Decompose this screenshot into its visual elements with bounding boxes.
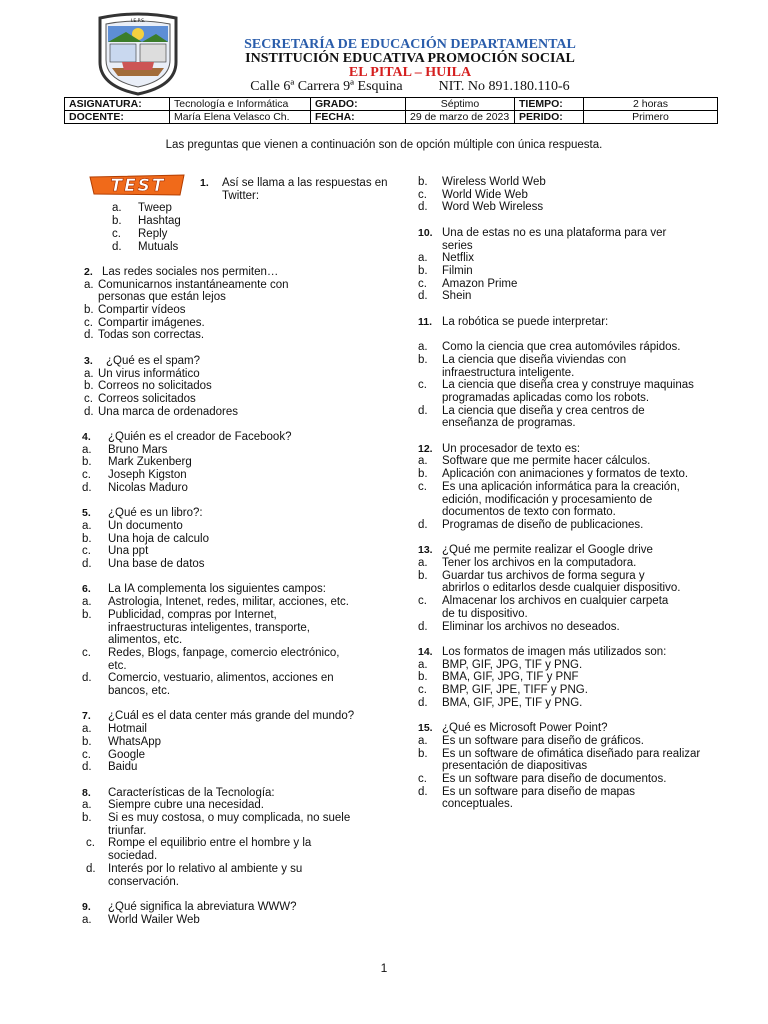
option-letter: b. <box>82 608 92 621</box>
option-letter: c. <box>418 772 427 785</box>
option-text: BMA, GIF, JPG, TIF y PNF <box>442 671 579 684</box>
option-text: Astrologia, Intenet, redes, militar, acciones, etc. <box>108 596 349 609</box>
option-text: Amazon Prime <box>442 277 518 290</box>
option-letter: a. <box>82 443 92 456</box>
question-12 <box>418 443 718 532</box>
question-text <box>82 710 388 723</box>
option-text: Software que me permite hacer cálculos. <box>442 455 651 468</box>
question-11 <box>418 316 718 430</box>
option-letter: b. <box>82 735 92 748</box>
question-prompt: ¿Qué es un libro?: <box>108 507 203 520</box>
option-text: Es un software para diseño de gráficos. <box>442 734 645 747</box>
option-letter: b. <box>418 176 428 188</box>
periodo-label: PERIDO: <box>515 111 584 124</box>
question-prompt: Un procesador de texto es: <box>442 442 581 455</box>
option-text: Como la ciencia que crea automóviles rápidos. <box>442 341 681 354</box>
option-letter: d. <box>84 329 94 342</box>
question-number: 8. <box>82 786 91 799</box>
option <box>418 557 718 570</box>
option-letter: a. <box>82 519 92 532</box>
option-letter: d. <box>418 404 428 417</box>
docente-value: María Elena Velasco Ch. <box>170 111 311 124</box>
option-letter: a. <box>82 596 92 609</box>
option-text: Bruno Mars <box>108 443 168 456</box>
option-text: Compartir vídeos <box>98 304 186 317</box>
header-institucion: INSTITUCIÓN EDUCATIVA PROMOCIÓN SOCIAL <box>245 51 575 66</box>
option-letter: a. <box>418 658 428 671</box>
question-5 <box>82 507 388 571</box>
option <box>82 812 388 837</box>
question-prompt: La robótica se puede interpretar: <box>442 315 609 328</box>
option-text: Baidu <box>108 761 138 774</box>
option-text: BMA, GIF, JPE, TIF y PNG. <box>442 696 583 709</box>
option-letter: d. <box>418 201 428 214</box>
question-text <box>418 316 718 329</box>
option <box>82 837 388 862</box>
option-text: Tweep <box>138 202 172 215</box>
header-address <box>200 79 620 95</box>
option-letter: b. <box>418 747 428 760</box>
option-letter: c. <box>418 480 427 493</box>
option-text: Es un software para diseño de documentos. <box>442 772 667 785</box>
question-number: 13. <box>418 544 433 557</box>
question-4 <box>82 431 388 495</box>
question-prompt: Así se llama a las respuestas en Twitter: <box>222 177 388 202</box>
question-prompt: Características de la Tecnología: <box>108 786 275 799</box>
option-text <box>98 279 338 304</box>
info-table <box>64 97 718 124</box>
question-text <box>82 901 388 914</box>
option-text: Programas de diseño de publicaciones. <box>442 518 644 531</box>
question-text <box>418 443 718 456</box>
question-prompt: Una de estas no es una plataforma para ver series <box>442 226 667 252</box>
test-badge <box>88 174 188 196</box>
option-text: Wireless World Web <box>442 176 546 188</box>
option-text: Un virus informático <box>98 367 200 380</box>
option-text: Compartir imágenes. <box>98 316 205 329</box>
option <box>82 723 388 736</box>
option-text: Eliminar los archivos no deseados. <box>442 620 620 633</box>
question-number: 9. <box>82 900 91 913</box>
grado-value: Séptimo <box>406 98 515 111</box>
option <box>82 672 388 697</box>
question-number: 11. <box>418 315 433 328</box>
question-number: 10. <box>418 226 433 239</box>
option-letter: a. <box>82 799 92 812</box>
option-text: Si es muy costosa, o muy complicada, no suele triunfar. <box>108 812 351 837</box>
option-letter: c. <box>82 469 91 482</box>
option-letter: c. <box>418 595 427 608</box>
question-number: 6. <box>82 583 91 596</box>
option <box>82 863 388 888</box>
option-text: Publicidad, compras por Internet, infraestructuras inteligentes, transporte, alimentos, etc. <box>108 608 310 647</box>
option <box>418 201 718 214</box>
question-text <box>84 355 388 368</box>
option-text-line: Comunicarnos instantáneamente con personas que están lejos <box>98 278 289 304</box>
option <box>418 570 718 595</box>
question-number: 1. <box>200 177 209 189</box>
option-text: Google <box>108 748 146 761</box>
option <box>112 241 388 254</box>
option-letter: c. <box>418 188 427 201</box>
option-text: Es un software para diseño de mapas conceptuales. <box>442 785 636 811</box>
question-14 <box>418 646 718 710</box>
option <box>418 278 718 291</box>
option <box>112 215 388 228</box>
question-number: 15. <box>418 722 433 735</box>
option-letter: a. <box>84 278 94 291</box>
option-text: World Wailer Web <box>108 913 200 926</box>
question-1 <box>88 174 388 202</box>
question-text <box>82 507 388 520</box>
question-number: 12. <box>418 442 433 455</box>
option-text: Filmin <box>442 264 473 277</box>
fecha-value: 29 de marzo de 2023 <box>406 111 515 124</box>
option <box>84 406 388 419</box>
instructions: Las preguntas que vienen a continuación son de opción múltiple con única respuesta. <box>165 139 603 151</box>
nit-text: NIT. No 891.180.110-6 <box>438 79 570 94</box>
info-row-1 <box>65 98 718 111</box>
option <box>418 354 718 379</box>
question-text <box>200 177 388 202</box>
school-crest-logo <box>92 12 184 96</box>
option-letter: d. <box>112 240 122 253</box>
option <box>418 621 718 634</box>
option-text: Shein <box>442 290 472 303</box>
option <box>84 368 388 381</box>
option-letter: d. <box>82 558 92 571</box>
question-text <box>418 544 718 557</box>
tiempo-label: TIEMPO: <box>515 98 584 111</box>
option-letter: c. <box>82 545 91 558</box>
option <box>418 252 718 265</box>
option <box>84 317 388 330</box>
question-text <box>82 431 388 444</box>
asignatura-value: Tecnología e Informática <box>170 98 311 111</box>
option <box>82 545 388 558</box>
option-letter: c. <box>84 316 93 329</box>
option <box>418 481 718 519</box>
option-letter: c. <box>418 684 427 697</box>
page-number: 1 <box>380 961 388 975</box>
option-text: Una ppt <box>108 545 149 558</box>
option <box>82 749 388 762</box>
option-text: Una marca de ordenadores <box>98 405 238 418</box>
option-letter: a. <box>418 252 428 265</box>
option <box>112 202 388 215</box>
option-text: World Wide Web <box>442 188 528 201</box>
question-9-continued <box>418 176 718 214</box>
option-text: Todas son correctas. <box>98 329 205 342</box>
option <box>418 735 718 748</box>
option-letter: a. <box>418 455 428 468</box>
option-letter: a. <box>82 723 92 736</box>
option-letter: b. <box>418 569 428 582</box>
option-letter: b. <box>418 468 428 481</box>
option-letter: a. <box>418 734 428 747</box>
option <box>82 469 388 482</box>
option <box>418 748 718 773</box>
info-row-2 <box>65 111 718 124</box>
option <box>82 736 388 749</box>
option-letter: a. <box>112 202 122 215</box>
question-3 <box>84 355 388 419</box>
option-text: La ciencia que diseña y crea centros de enseñanza de programas. <box>442 404 645 430</box>
header-location: EL PITAL – HUILA <box>348 65 472 80</box>
option-text: Un documento <box>108 519 183 532</box>
option-text: Hotmail <box>108 723 147 736</box>
option <box>82 609 388 647</box>
option-text: BMP, GIF, JPE, TIFF y PNG. <box>442 684 588 697</box>
option-text: La ciencia que diseña viviendas con infraestructura inteligente. <box>442 353 627 379</box>
left-column <box>82 174 388 926</box>
option-letter: d. <box>82 672 92 685</box>
option-letter: d. <box>418 696 428 709</box>
option <box>84 380 388 393</box>
question-prompt: Los formatos de imagen más utilizados son: <box>442 645 667 658</box>
option-text: Interés por lo relativo al ambiente y su conservación. <box>108 862 303 888</box>
tiempo-value: 2 horas <box>584 98 718 111</box>
option-text: Es un software de ofimática diseñado para realizar presentación de diapositivas <box>442 747 701 773</box>
option-letter: b. <box>418 671 428 684</box>
option-letter: d. <box>82 761 92 774</box>
question-number: 5. <box>82 507 91 520</box>
option <box>82 914 388 927</box>
option <box>418 455 718 468</box>
option <box>82 533 388 546</box>
option <box>82 482 388 495</box>
asignatura-label: ASIGNATURA: <box>65 98 170 111</box>
option-text: Correos no solicitados <box>98 380 212 393</box>
option-letter: b. <box>82 812 92 825</box>
option-text: Joseph Kigston <box>108 469 187 482</box>
option-text: Mark Zukenberg <box>108 456 192 469</box>
question-text <box>82 583 388 596</box>
option-text: Word Web Wireless <box>442 201 544 214</box>
header-secretaria: SECRETARÍA DE EDUCACIÓN DEPARTAMENTAL <box>244 37 576 52</box>
option-text: Redes, Blogs, fanpage, comercio electrónico, etc. <box>108 646 340 672</box>
svg-text:I.E.P.S.: I.E.P.S. <box>130 19 146 24</box>
option-letter: b. <box>84 380 94 393</box>
grado-label: GRADO: <box>311 98 406 111</box>
option-letter: c. <box>418 277 427 290</box>
test-badge-text: TEST <box>110 176 166 196</box>
option <box>418 189 718 202</box>
option <box>418 405 718 430</box>
option <box>418 786 718 811</box>
option-letter: d. <box>418 290 428 303</box>
option-text: Almacenar los archivos en cualquier carpeta de tu dispositivo. <box>442 595 669 620</box>
option <box>84 279 388 304</box>
option <box>82 799 388 812</box>
option-letter: b. <box>84 304 94 317</box>
fecha-label: FECHA: <box>311 111 406 124</box>
question-number: 2. <box>84 265 93 278</box>
question-number: 4. <box>82 431 91 444</box>
option <box>418 468 718 481</box>
option-text: Guardar tus archivos de forma segura y abrirlos o editarlos desde cualquier dispositivo. <box>442 569 681 595</box>
option <box>418 671 718 684</box>
question-text <box>418 722 718 735</box>
option-text: Siempre cubre una necesidad. <box>108 799 264 812</box>
option <box>418 176 718 189</box>
question-prompt: ¿Qué me permite realizar el Google drive <box>442 544 653 557</box>
question-number: 14. <box>418 645 433 658</box>
option-letter: d. <box>418 785 428 798</box>
question-text <box>418 227 718 252</box>
option-letter: b. <box>82 456 92 469</box>
option-letter: a. <box>84 367 94 380</box>
option-letter: d. <box>86 862 96 875</box>
option <box>84 304 388 317</box>
option-letter: c. <box>84 392 93 405</box>
question-prompt: Las redes sociales nos permiten… <box>102 265 279 278</box>
option <box>84 329 388 342</box>
option-letter: b. <box>418 264 428 277</box>
question-prompt: ¿Qué es el spam? <box>106 354 200 367</box>
option <box>82 647 388 672</box>
option-letter: c. <box>86 837 95 850</box>
option-letter: c. <box>418 379 427 392</box>
option <box>82 520 388 533</box>
option <box>82 558 388 571</box>
option <box>418 290 718 303</box>
option <box>112 228 388 241</box>
option <box>82 456 388 469</box>
option-text: Una base de datos <box>108 558 205 571</box>
option <box>418 595 718 620</box>
question-text <box>82 787 388 800</box>
question-10 <box>418 227 718 303</box>
option-text: Rompe el equilibrio entre el hombre y la sociedad. <box>108 837 312 863</box>
question-13 <box>418 544 718 633</box>
question-2 <box>84 266 388 342</box>
question-8 <box>82 787 388 889</box>
option <box>82 444 388 457</box>
option-letter: c. <box>82 748 91 761</box>
option-letter: a. <box>82 913 92 926</box>
docente-label: DOCENTE: <box>65 111 170 124</box>
option-text: Una hoja de calculo <box>108 532 210 545</box>
question-prompt: ¿Qué significa la abreviatura WWW? <box>108 900 297 913</box>
option-text: Nicolas Maduro <box>108 481 188 494</box>
option <box>418 773 718 786</box>
question-prompt: La IA complementa los siguientes campos: <box>108 583 326 596</box>
question-9 <box>82 901 388 926</box>
option-letter: c. <box>82 646 91 659</box>
option-letter: b. <box>418 353 428 366</box>
question-number: 7. <box>82 710 91 723</box>
option-text: Tener los archivos en la computadora. <box>442 557 637 570</box>
option-letter: b. <box>82 532 92 545</box>
option-text: Es una aplicación informática para la creación, edición, modificación y procesamiento de documentos de texto con formato. <box>442 480 680 519</box>
option-text: La ciencia que diseña crea y construye maquinas programadas aplicadas como los robots. <box>442 379 694 404</box>
option <box>418 697 718 710</box>
option-letter: d. <box>418 518 428 531</box>
option <box>418 519 718 532</box>
option <box>418 379 718 404</box>
option-letter: d. <box>418 620 428 633</box>
option <box>418 341 718 354</box>
periodo-value: Primero <box>584 111 718 124</box>
option-letter: d. <box>82 481 92 494</box>
option-text: Mutuals <box>138 240 179 253</box>
question-7 <box>82 710 388 774</box>
question-prompt: ¿Qué es Microsoft Power Point? <box>442 722 608 735</box>
option-letter: b. <box>112 215 122 228</box>
question-15 <box>418 722 718 811</box>
option-letter: a. <box>418 557 428 570</box>
option-text: Netflix <box>442 252 474 265</box>
address-text: Calle 6ª Carrera 9ª Esquina <box>250 79 403 94</box>
right-column <box>418 176 718 811</box>
option <box>418 265 718 278</box>
option-text: Hashtag <box>138 215 181 228</box>
question-prompt: ¿Quién es el creador de Facebook? <box>108 431 292 444</box>
option-letter: d. <box>84 405 94 418</box>
option-text: Correos solicitados <box>98 392 196 405</box>
option-text: WhatsApp <box>108 735 162 748</box>
option-letter: c. <box>112 227 121 240</box>
option <box>82 596 388 609</box>
option-text: BMP, GIF, JPG, TIF y PNG. <box>442 658 583 671</box>
option <box>418 659 718 672</box>
option <box>82 761 388 774</box>
question-number: 3. <box>84 354 93 367</box>
option-text: Aplicación con animaciones y formatos de texto. <box>442 468 689 481</box>
option <box>84 393 388 406</box>
question-prompt: ¿Cuál es el data center más grande del mundo? <box>108 710 355 723</box>
option-letter: a. <box>418 341 428 354</box>
option <box>418 684 718 697</box>
question-text <box>418 646 718 659</box>
question-6 <box>82 583 388 697</box>
question-text <box>84 266 388 279</box>
option-text: Comercio, vestuario, alimentos, acciones en bancos, etc. <box>108 672 334 698</box>
option-text: Reply <box>138 227 168 240</box>
